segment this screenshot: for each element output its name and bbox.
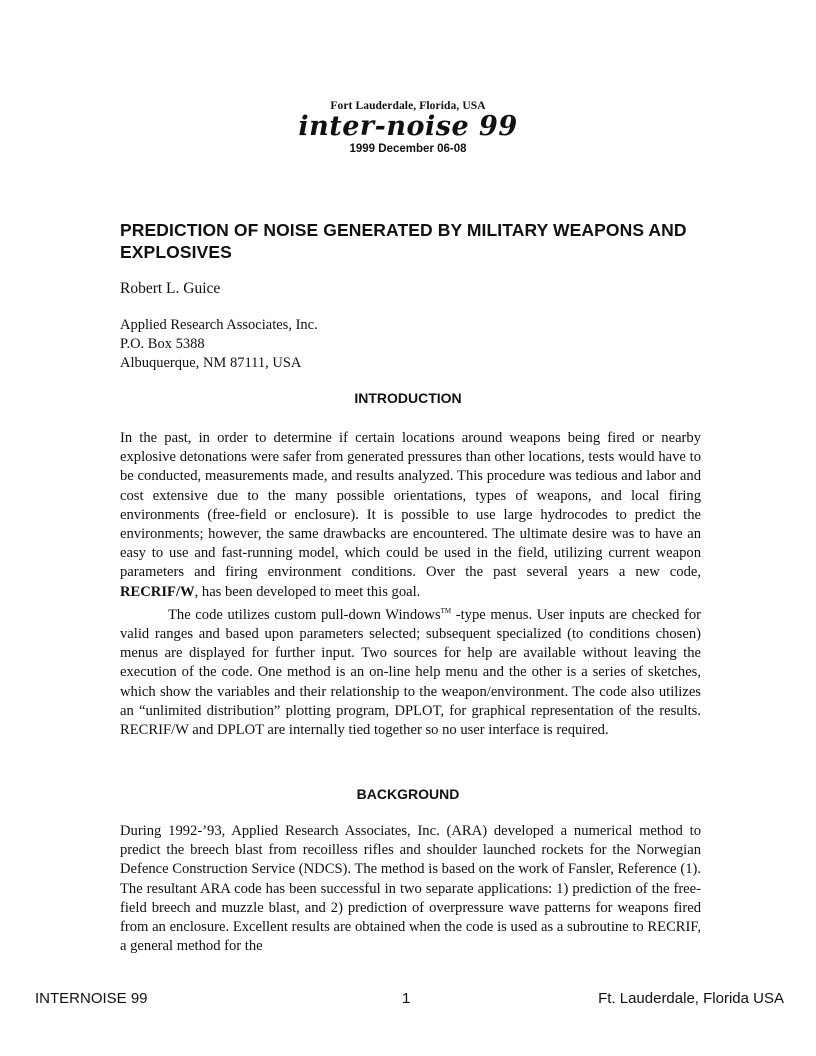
paragraph-text: , has been developed to meet this goal. [194, 583, 421, 600]
background-body [120, 822, 701, 956]
author-name: Robert L. Guice [120, 280, 221, 297]
paragraph-text: In the past, in order to determine if certain locations around weapons being fired or nearby explosive detonations were safer from generated pressures than other locations, tests would have to be conducted, measurements made, and results analyzed. This procedure was tedious and labor and cost extensive due to the many possible orientations, types of weapons, and local firing environments (free-field or enclosure). It is possible to use large hydrocodes to predict the environments; however, the same drawbacks are encountered. The ultimate desire was to have an easy to use and fast-running model, which could be used in the field, utilizing current weapon parameters and firing environment conditions. Over the past several years a new code, [120, 430, 701, 581]
section-heading-introduction: INTRODUCTION [354, 390, 462, 406]
author-affiliation [120, 316, 318, 373]
paragraph-text: -type menus. User inputs are checked for valid ranges and based upon parameters selected; subsequent specialized (to conditions chosen) menus are displayed for further input. Two sources for help are available without leaving the execution of the code. One method is an on-line help menu and the other is a series of sketches, which show the variables and their relationship to the weapon/environment. The code also utilizes an “unlimited distribution” plotting program, DPLOT, for graphical representation of the results. RECRIF/W and DPLOT are internally tied together so no user interface is required. [120, 606, 701, 738]
footer-right: Ft. Lauderdale, Florida USA [598, 990, 784, 1007]
paragraph [120, 602, 701, 740]
paper-title: PREDICTION OF NOISE GENERATED BY MILITARY WEAPONS AND EXPLOSIVES [120, 220, 687, 262]
affiliation-line: Applied Research Associates, Inc. [120, 317, 318, 333]
paragraph-text: The code utilizes custom pull-down Windows [168, 606, 441, 623]
page-number: 1 [402, 990, 411, 1007]
introduction-body [120, 429, 701, 740]
conference-logo: inter-noise 99 [298, 111, 518, 142]
affiliation-line: P.O. Box 5388 [120, 336, 205, 352]
conference-header [0, 100, 816, 155]
code-name-bold: RECRIF/W [120, 583, 195, 600]
trademark-mark: TM [440, 606, 452, 615]
footer-left: INTERNOISE 99 [35, 990, 148, 1007]
paragraph [120, 429, 701, 602]
affiliation-line: Albuquerque, NM 87111, USA [120, 355, 302, 371]
conference-dates: 1999 December 06-08 [349, 143, 467, 155]
paragraph: During 1992-’93, Applied Research Associates, Inc. (ARA) developed a numerical method to predict the breech blast from recoilless rifles and shoulder launched rockets for the Norwegian Defence Construction Service (NDCS). The method is based on the work of Fansler, Reference (1). The resultant ARA code has been successful in two separate applications: 1) prediction of the free-field breech and muzzle blast, and 2) prediction of overpressure wave patterns for weapons fired from an enclosure. Excellent results are obtained when the code is used as a subroutine to RECRIF, a general method for the [120, 823, 701, 955]
section-heading-background: BACKGROUND [356, 786, 460, 802]
conference-location: Fort Lauderdale, Florida, USA [330, 100, 486, 112]
